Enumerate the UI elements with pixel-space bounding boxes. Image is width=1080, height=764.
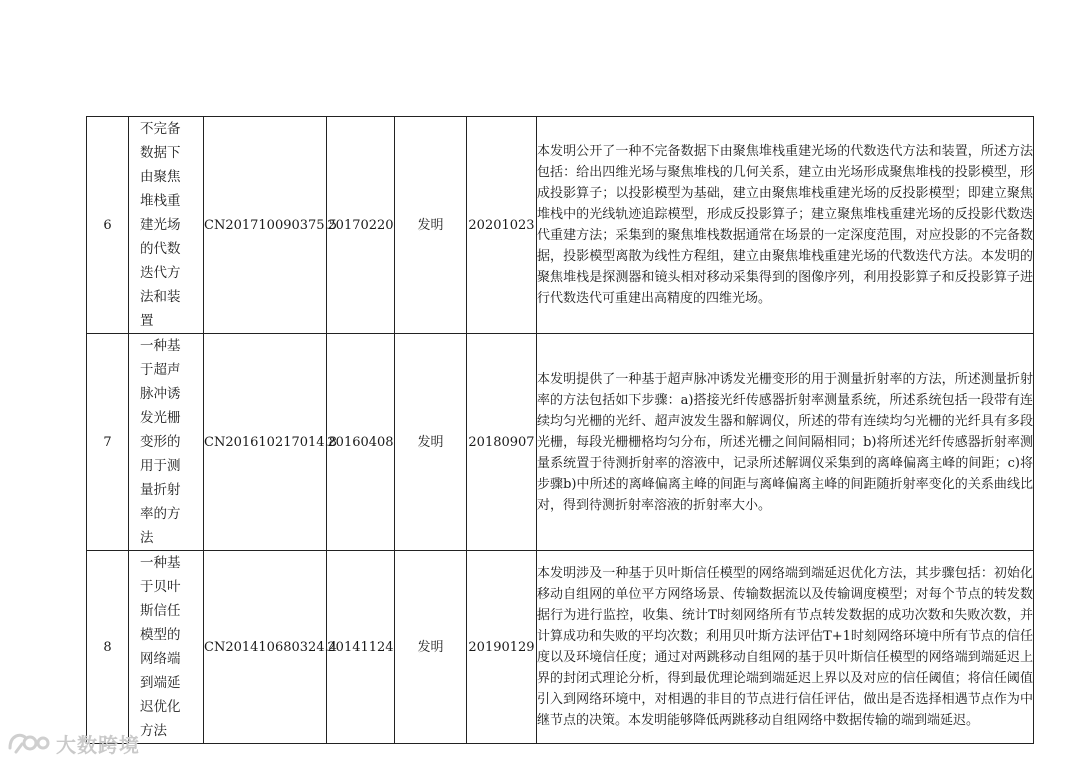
application-date: 20141124: [327, 551, 395, 744]
patent-title-cell: [129, 551, 204, 744]
patent-table: [86, 116, 1034, 744]
brand-logo-icon: [6, 726, 50, 760]
table-row: [87, 334, 1034, 551]
patent-title-cell: [129, 117, 204, 334]
watermark: [6, 725, 140, 761]
table-row: [87, 551, 1034, 744]
patent-type: 发明: [395, 334, 467, 551]
patent-abstract: 本发明提供了一种基于超声脉冲诱发光栅变形的用于测量折射率的方法，所述测量折射率的方法包括如下步骤：a)搭接光纤传感器折射率测量系统，所述系统包括一段带有连续均匀光栅的光纤、超声波发生器和解调仪，所述的带有连续均匀光栅的光纤具有多段光栅，每段光栅栅格均匀分布，所述光栅之间间隔相同；b)将所述光纤传感器折射率测量系统置于待测折射率的溶液中，记录所述解调仪采集到的离峰偏离主峰的间距；c)将步骤b)中所述的离峰偏离主峰的间距与离峰偏离主峰的间距随折射率变化的关系曲线比对，得到待测折射率溶液的折射率大小。: [537, 334, 1034, 551]
patent-abstract: 本发明涉及一种基于贝叶斯信任模型的网络端到端延迟优化方法，其步骤包括：初始化移动自组网的单位平方网络场景、传输数据流以及传输调度模型；对每个节点的转发数据行为进行监控，收集、统计T时刻网络所有节点转发数据的成功次数和失败次数，并计算成功和失败的平均次数；利用贝叶斯方法评估T+1时刻网络环境中所有节点的信任度以及环境信任度；通过对两跳移动自组网的基于贝叶斯信任模型的网络端到端延迟上界的封闭式理论分析，得到最优理论端到端延迟上界以及对应的信任阈值；将信任阈值引入到网络环境中，对相遇的非目的节点进行信任评估，做出是否选择相遇节点作为中继节点的决策。本发明能够降低两跳移动自组网络中数据传输的端到端延迟。: [537, 551, 1034, 744]
application-number: CN201610217014.8: [204, 334, 327, 551]
application-date: 20160408: [327, 334, 395, 551]
patent-title: 不完备数据下由聚焦堆栈重建光场的代数迭代方法和装置: [140, 121, 181, 329]
application-number: CN201710090375.5: [204, 117, 327, 334]
row-index: 7: [87, 334, 129, 551]
publication-date: 20201023: [467, 117, 537, 334]
patent-type: 发明: [395, 117, 467, 334]
application-number: CN201410680324.4: [204, 551, 327, 744]
watermark-text: 大数跨境: [56, 732, 140, 757]
publication-date: 20180907: [467, 334, 537, 551]
publication-date: 20190129: [467, 551, 537, 744]
patent-title: 一种基于超声脉冲诱发光栅变形的用于测量折射率的方法: [140, 338, 181, 546]
row-index: 8: [87, 551, 129, 744]
patent-abstract: 本发明公开了一种不完备数据下由聚焦堆栈重建光场的代数迭代方法和装置，所述方法包括：给出四维光场与聚焦堆栈的几何关系，建立由光场形成聚焦堆栈的投影模型，形成投影算子；以投影模型为基础，建立由聚焦堆栈重建光场的反投影模型；即建立聚焦堆栈中的光线轨迹追踪模型，形成反投影算子；建立聚焦堆栈重建光场的反投影代数迭代重建方法；采集到的聚焦堆栈数据通常在场景的一定深度范围，对应投影的不完备数据，投影模型离散为线性方程组，建立由聚焦堆栈重建光场的代数迭代方法。本发明的聚焦堆栈是探测器和镜头相对移动采集得到的图像序列，利用投影算子和反投影算子进行代数迭代可重建出高精度的四维光场。: [537, 117, 1034, 334]
row-index: 6: [87, 117, 129, 334]
patent-type: 发明: [395, 551, 467, 744]
application-date: 20170220: [327, 117, 395, 334]
table-row: [87, 117, 1034, 334]
patent-title-cell: [129, 334, 204, 551]
patent-title: 一种基于贝叶斯信任模型的网络端到端延迟优化方法: [140, 555, 181, 739]
